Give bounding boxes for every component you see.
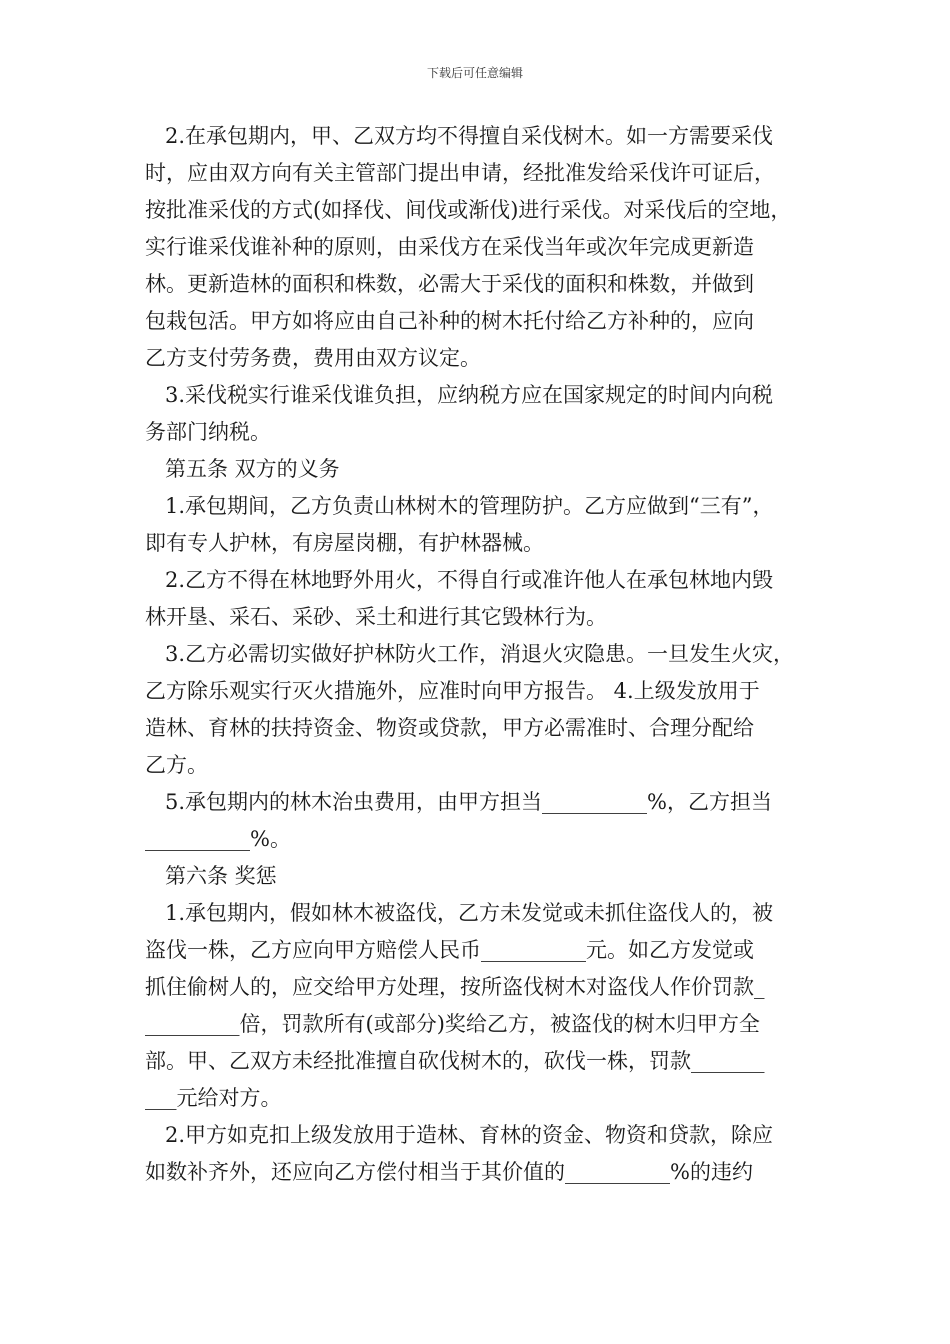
text-line: 1.承包期间，乙方负责山林树木的管理防护。乙方应做到“三有”， — [165, 494, 774, 518]
text-line: 按批准采伐的方式(如择伐、间伐或渐伐)进行采伐。对采伐后的空地， — [145, 198, 792, 222]
text-line: 部。甲、乙双方未经批准擅自砍伐树木的，砍伐一株，罚款_______ — [145, 1049, 765, 1073]
text-line: 即有专人护林，有房屋岗棚，有护林器械。 — [145, 531, 544, 555]
text-line: _________倍，罚款所有(或部分)奖给乙方，被盗伐的树木归甲方全 — [145, 1012, 760, 1036]
text-line: 第六条 奖惩 — [165, 864, 277, 888]
page-header: 下载后可任意编辑 — [426, 66, 523, 80]
text-line: 抓住偷树人的，应交给甲方处理，按所盗伐树木对盗伐人作价罚款_ — [145, 975, 765, 999]
text-line: 2.在承包期内，甲、乙双方均不得擅自采伐树木。如一方需要采伐 — [165, 124, 774, 148]
text-line: 林开垦、采石、采砂、采土和进行其它毁林行为。 — [145, 605, 607, 629]
text-line: 2.甲方如克扣上级发放用于造林、育林的资金、物资和贷款，除应 — [165, 1123, 774, 1147]
text-line: 2.乙方不得在林地野外用火，不得自行或准许他人在承包林地内毁 — [165, 568, 774, 592]
document-body — [145, 118, 810, 1191]
text-line: 造林、育林的扶持资金、物资或贷款，甲方必需准时、合理分配给 — [145, 716, 754, 740]
text-line: 时，应由双方向有关主管部门提出申请，经批准发给采伐许可证后， — [145, 161, 775, 185]
text-line: 乙方支付劳务费，费用由双方议定。 — [145, 346, 481, 370]
text-line: 3.采伐税实行谁采伐谁负担，应纳税方应在国家规定的时间内向税 — [165, 383, 774, 407]
text-line: 3.乙方必需切实做好护林防火工作，消退火灾隐患。一旦发生火灾， — [165, 642, 795, 666]
text-line: 5.承包期内的林木治虫费用，由甲方担当__________%，乙方担当 — [165, 790, 772, 814]
text-line: ___元给对方。 — [145, 1086, 282, 1110]
text-line: 林。更新造林的面积和株数，必需大于采伐的面积和株数，并做到 — [145, 272, 754, 296]
text-line: __________%。 — [145, 827, 291, 851]
text-line: 包栽包活。甲方如将应由自己补种的树木托付给乙方补种的，应向 — [145, 309, 754, 333]
text-line: 如数补齐外，还应向乙方偿付相当于其价值的__________%的违约 — [145, 1160, 753, 1184]
text-line: 盗伐一株，乙方应向甲方赔偿人民币__________元。如乙方发觉或 — [145, 938, 754, 962]
text-line: 实行谁采伐谁补种的原则，由采伐方在采伐当年或次年完成更新造 — [145, 235, 754, 259]
text-line: 1.承包期内，假如林木被盗伐，乙方未发觉或未抓住盗伐人的，被 — [165, 901, 774, 925]
text-line: 第五条 双方的义务 — [165, 457, 340, 481]
text-line: 务部门纳税。 — [145, 420, 271, 444]
text-line: 乙方。 — [145, 753, 208, 777]
text-line: 乙方除乐观实行灭火措施外，应准时向甲方报告。 4.上级发放用于 — [145, 679, 760, 703]
